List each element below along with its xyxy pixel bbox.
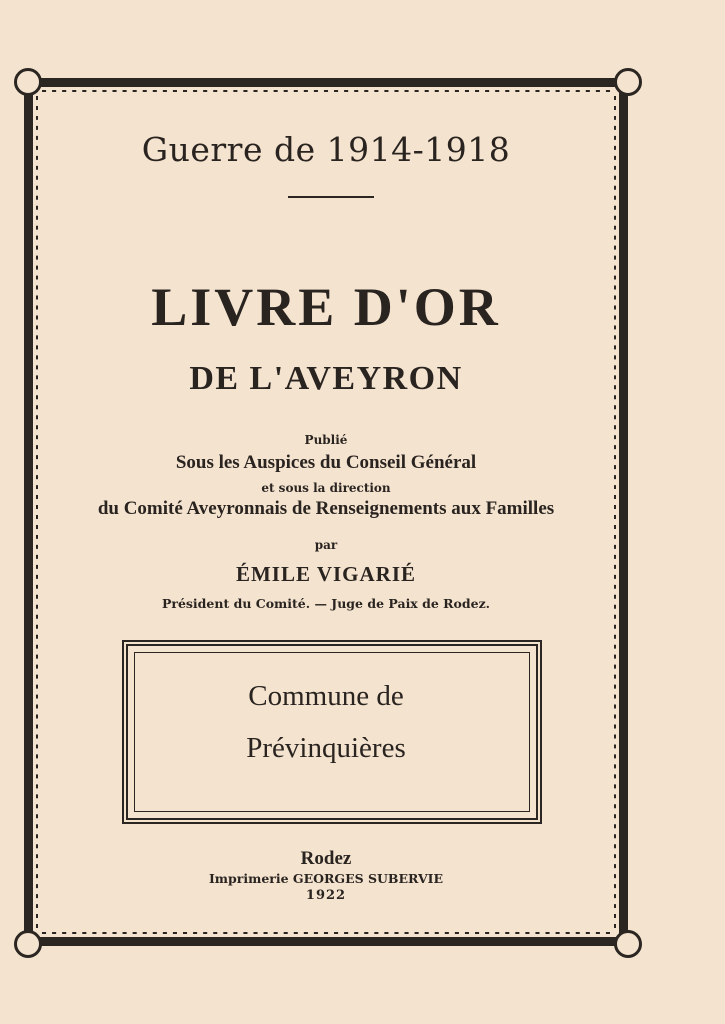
heading-rule <box>288 196 374 198</box>
printer-line: Imprimerie GEORGES SUBERVIE <box>208 871 444 886</box>
book-subtitle: DE L'AVEYRON <box>189 360 463 397</box>
author-role: Président du Comité. — Juge de Paix de Rodez. <box>161 596 491 611</box>
committee-line: du Comité Aveyronnais de Renseignements aux Familles <box>97 498 555 519</box>
war-heading: Guerre de 1914-1918 <box>141 130 511 169</box>
publication-year: 1922 <box>305 888 347 903</box>
corner-ornament <box>14 930 42 958</box>
city-name: Rodez <box>300 848 352 869</box>
corner-ornament <box>614 930 642 958</box>
corner-ornament <box>14 68 42 96</box>
published-label: Publié <box>304 433 348 447</box>
direction-line: et sous la direction <box>261 481 391 495</box>
corner-ornament <box>614 68 642 96</box>
author-name: ÉMILE VIGARIÉ <box>235 562 417 586</box>
commune-name: Prévinquières <box>246 732 406 764</box>
auspices-line: Sous les Auspices du Conseil Général <box>175 452 477 473</box>
commune-label: Commune de <box>248 680 404 712</box>
book-title: LIVRE D'OR <box>151 277 501 337</box>
by-label: par <box>314 538 338 552</box>
